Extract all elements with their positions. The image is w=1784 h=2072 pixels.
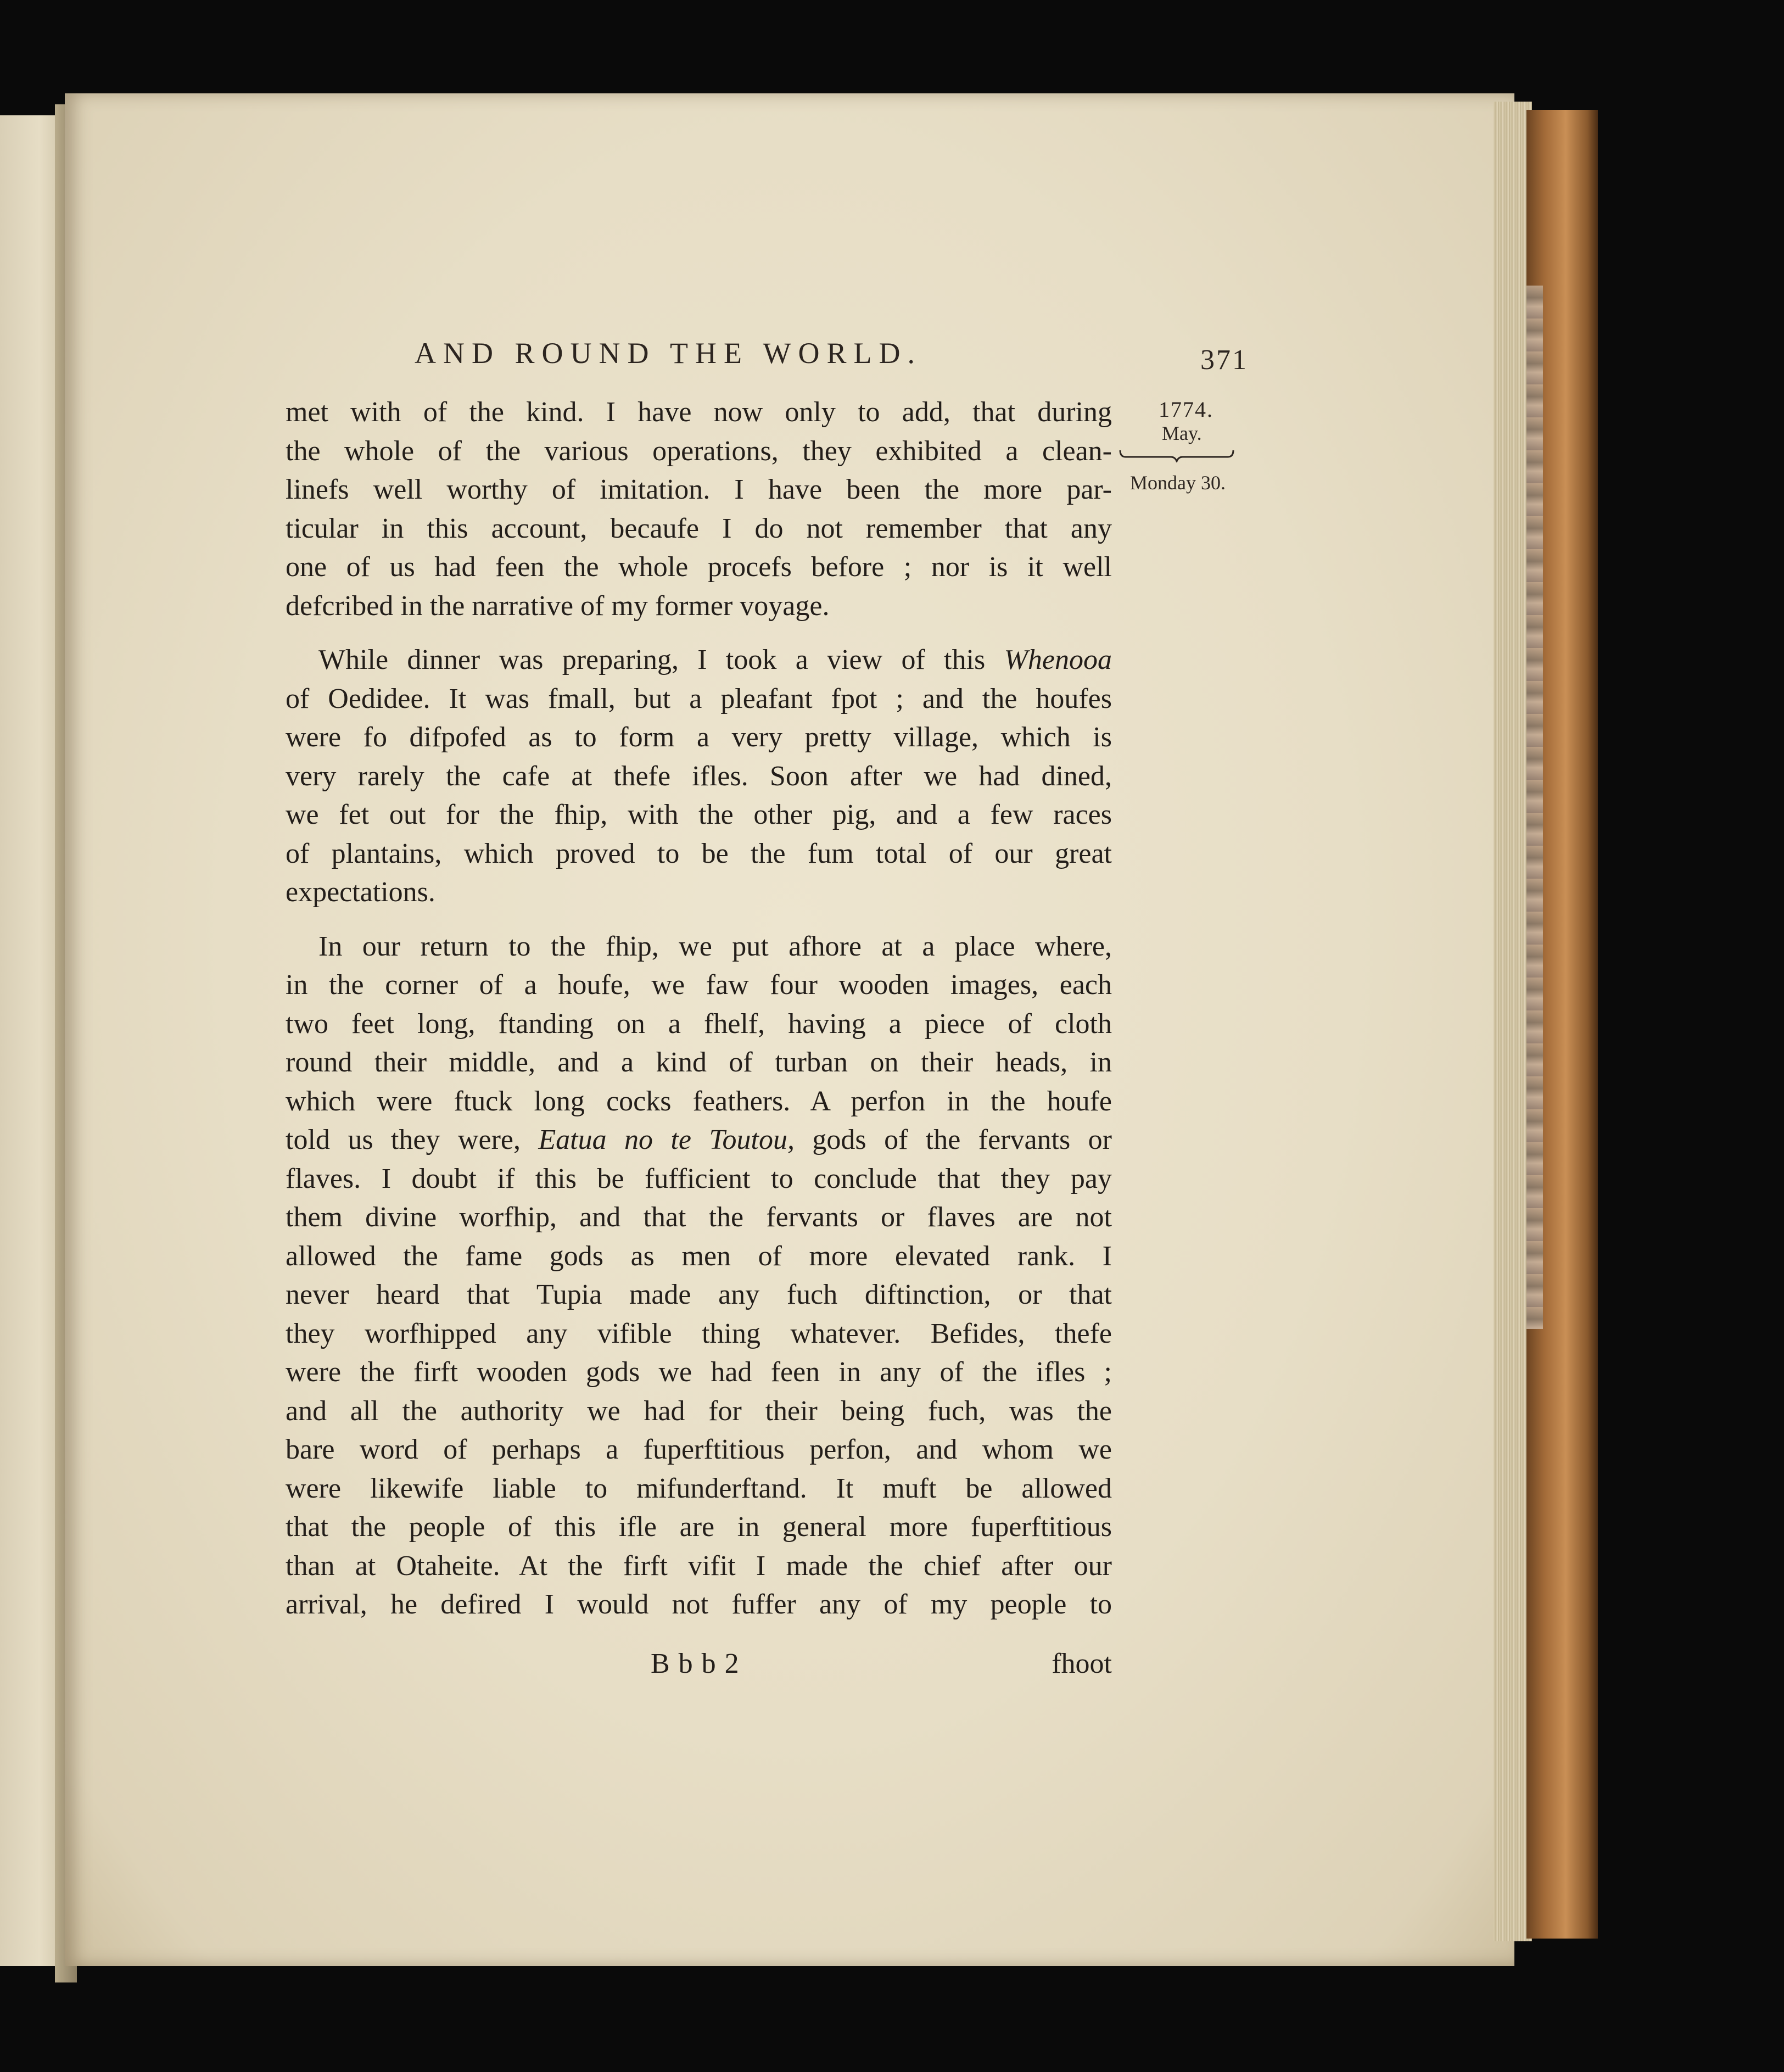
printer-signature: Bbb2 — [651, 1648, 748, 1679]
text-line: were the firft wooden gods we had feen in any of the ifles ; — [286, 1356, 1112, 1388]
text-line: In our return to the fhip, we put afhore at a place where, — [318, 930, 1112, 962]
italic-word: Whenooa — [1004, 644, 1112, 675]
margin-note-month: May. — [1162, 422, 1202, 444]
marbled-edge — [1526, 286, 1543, 1329]
text-line: While dinner was preparing, I took a view of this Whenooa — [318, 644, 1112, 675]
text-line: expectations. — [286, 876, 435, 908]
text-line: bare word of perhaps a fuperftitious perfon, and whom we — [286, 1434, 1112, 1465]
text-line: linefs well worthy of imitation. I have been the more par- — [286, 474, 1112, 505]
running-title: AND ROUND THE WORLD. — [415, 337, 922, 370]
text-line: which were ftuck long cocks feathers. A perfon in the houfe — [286, 1085, 1112, 1117]
text-line: defcribed in the narrative of my former voyage. — [286, 590, 830, 622]
text-line: two feet long, ftanding on a fhelf, having a piece of cloth — [286, 1008, 1112, 1040]
italic-phrase: Eatua no te Toutou, — [538, 1124, 795, 1155]
text-line: of plantains, which proved to be the fum total of our great — [286, 837, 1112, 869]
text-line: and all the authority we had for their being fuch, was the — [286, 1395, 1112, 1427]
text-line: of Oedidee. It was fmall, but a pleafant fpot ; and the houfes — [286, 683, 1112, 714]
margin-note-year: 1774. — [1159, 397, 1213, 422]
page-number: 371 — [1200, 344, 1248, 376]
catchword: fhoot — [1052, 1648, 1112, 1679]
text-line: arrival, he defired I would not fuffer any of my people to — [286, 1589, 1112, 1620]
text-line: ticular in this account, becaufe I do not remember that any — [286, 512, 1112, 544]
text-line: they worfhipped any vifible thing whatever. Befides, thefe — [286, 1317, 1112, 1349]
text-line: round their middle, and a kind of turban on their heads, in — [286, 1047, 1112, 1078]
text-line: never heard that Tupia made any fuch diftinction, or that — [286, 1279, 1112, 1310]
text-line: flaves. I doubt if this be fufficient to conclude that they pay — [286, 1163, 1112, 1194]
body-text — [286, 393, 1112, 1624]
text-line: one of us had feen the whole procefs before ; nor is it well — [286, 551, 1112, 583]
text-line: than at Otaheite. At the firft vifit I made the chief after our — [286, 1550, 1112, 1582]
text-line: the whole of the various operations, they exhibited a clean- — [286, 435, 1112, 467]
margin-note-day: Monday 30. — [1130, 472, 1226, 494]
text-line: were fo difpofed as to form a very pretty village, which is — [286, 722, 1112, 753]
text-line: very rarely the cafe at thefe ifles. Soon after we had dined, — [286, 760, 1112, 792]
text-line: were likewife liable to mifunderftand. It muft be allowed — [286, 1472, 1112, 1504]
text-line: we fet out for the fhip, with the other pig, and a few races — [286, 799, 1112, 830]
text-line: told us they were, Eatua no te Toutou, gods of the fervants or — [286, 1124, 1112, 1155]
text-line: met with of the kind. I have now only to add, that during — [286, 396, 1112, 428]
text-line: them divine worfhip, and that the fervants or flaves are not — [286, 1202, 1112, 1233]
text-line: that the people of this ifle are in general more fuperftitious — [286, 1511, 1112, 1543]
page-footer — [286, 1647, 1112, 1686]
text-line: in the corner of a houfe, we faw four wooden images, each — [286, 969, 1112, 1001]
text-line: allowed the fame gods as men of more elevated rank. I — [286, 1240, 1112, 1272]
margin-brace-icon — [1118, 449, 1235, 462]
